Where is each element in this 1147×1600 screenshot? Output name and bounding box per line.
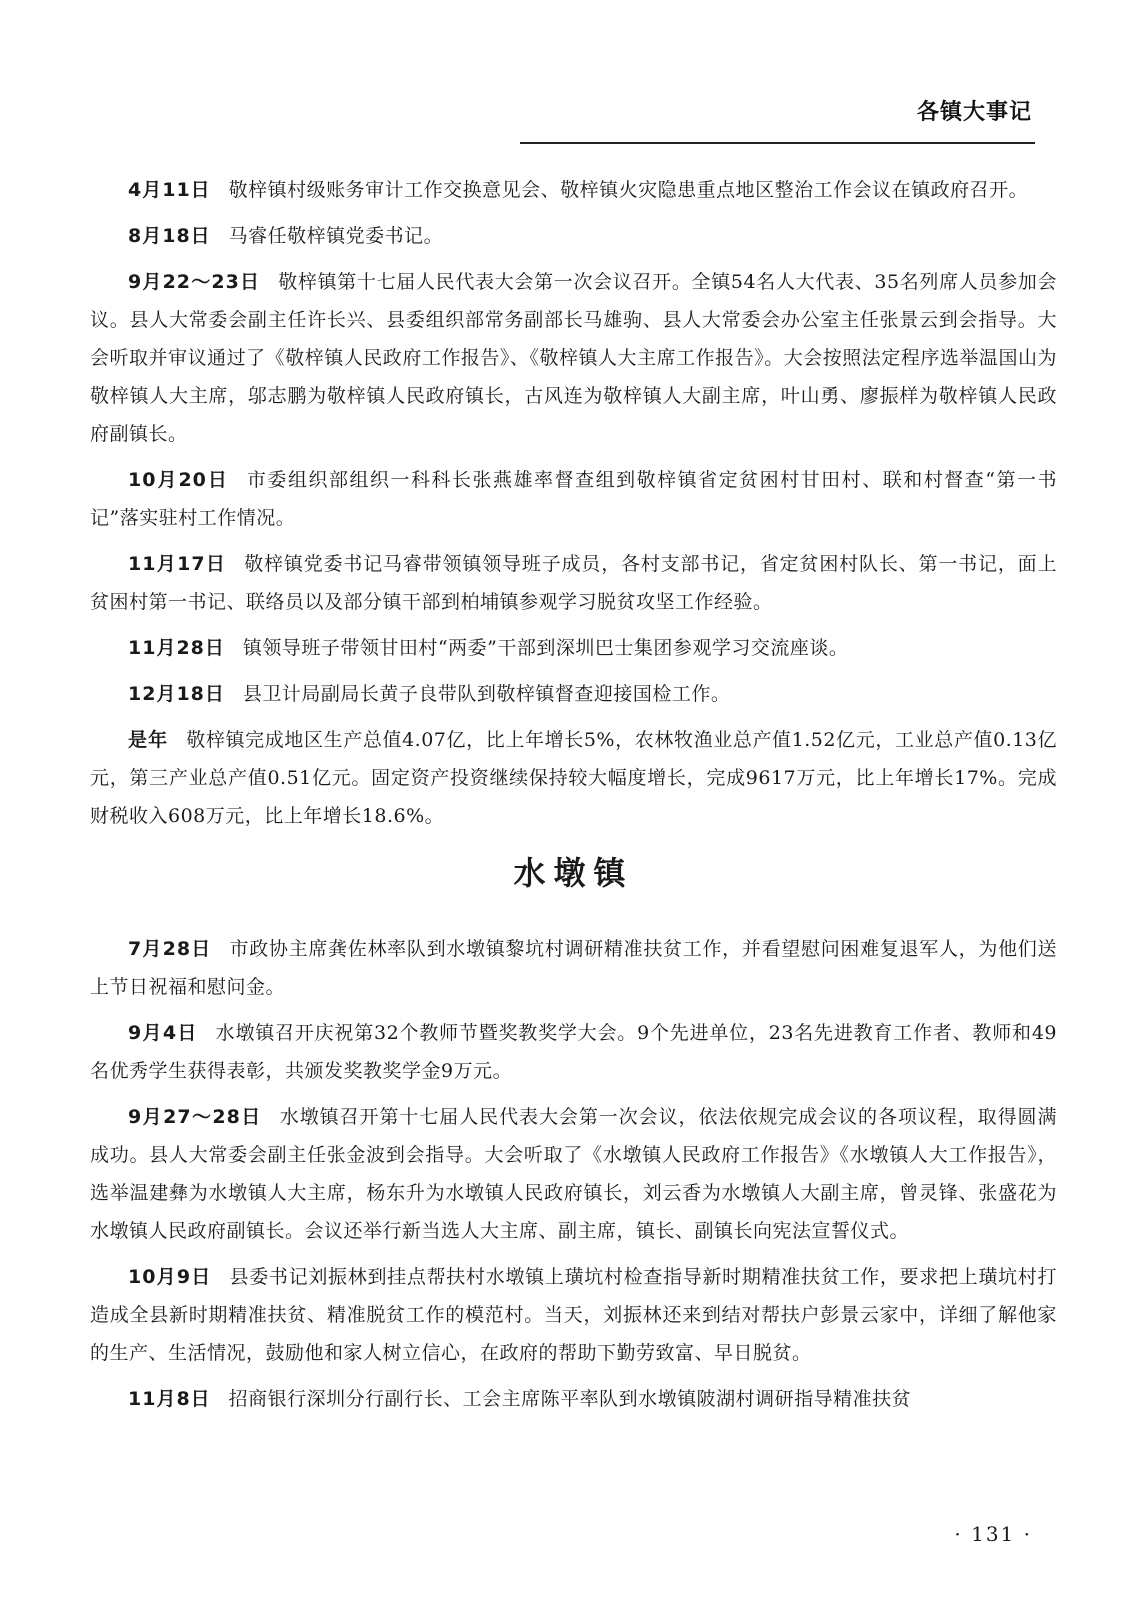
event-entry bbox=[90, 1014, 1057, 1090]
event-date: 11月8日 bbox=[128, 1388, 211, 1410]
event-text: 市政协主席龚佐林率队到水墩镇黎坑村调研精准扶贫工作，并看望慰问困难复退军人，为他们送上节日祝福和慰问金。 bbox=[90, 938, 1057, 998]
event-text: 县委书记刘振林到挂点帮扶村水墩镇上璜坑村检查指导新时期精准扶贫工作，要求把上璜坑村打造成全县新时期精准扶贫、精准脱贫工作的模范村。当天，刘振林还来到结对帮扶户彭景云家中，详细了解他家的生产、生活情况，鼓励他和家人树立信心，在政府的帮助下勤劳致富、早日脱贫。 bbox=[90, 1266, 1057, 1364]
event-text: 敬梓镇党委书记马睿带领镇领导班子成员，各村支部书记，省定贫困村队长、第一书记，面上贫困村第一书记、联络员以及部分镇干部到柏埔镇参观学习脱贫攻坚工作经验。 bbox=[90, 553, 1057, 613]
event-entry bbox=[90, 1258, 1057, 1372]
section-jingzi bbox=[90, 171, 1057, 843]
event-entry bbox=[90, 629, 1057, 667]
event-date: 11月17日 bbox=[128, 553, 227, 575]
event-entry bbox=[90, 263, 1057, 453]
event-text: 马睿任敬梓镇党委书记。 bbox=[228, 225, 444, 247]
event-date: 11月28日 bbox=[128, 637, 225, 659]
event-entry bbox=[90, 1380, 1057, 1418]
event-entry bbox=[90, 930, 1057, 1006]
event-date: 7月28日 bbox=[128, 938, 212, 960]
event-text: 镇领导班子带领甘田村“两委”干部到深圳巴士集团参观学习交流座谈。 bbox=[242, 637, 849, 659]
event-date: 是年 bbox=[128, 729, 169, 751]
event-text: 敬梓镇完成地区生产总值4.07亿，比上年增长5%，农林牧渔业总产值1.52亿元，工业总产值0.13亿元，第三产业总产值0.51亿元。固定资产投资继续保持较大幅度增长，完成9617万元，比上年增长17%。完成财税收入608万元，比上年增长18.6%。 bbox=[90, 729, 1057, 827]
section-title: 水墩镇 bbox=[513, 854, 634, 892]
event-entry bbox=[90, 171, 1057, 209]
event-date: 10月9日 bbox=[128, 1266, 212, 1288]
event-date: 9月4日 bbox=[128, 1022, 198, 1044]
event-date: 12月18日 bbox=[128, 683, 225, 705]
event-entry bbox=[90, 217, 1057, 255]
event-text: 水墩镇召开庆祝第32个教师节暨奖教奖学大会。9个先进单位，23名先进教育工作者、教师和49名优秀学生获得表彰，共颁发奖教奖学金9万元。 bbox=[90, 1022, 1057, 1082]
event-text: 县卫计局副局长黄子良带队到敬梓镇督查迎接国检工作。 bbox=[242, 683, 731, 705]
event-text: 敬梓镇村级账务审计工作交换意见会、敬梓镇火灾隐患重点地区整治工作会议在镇政府召开。 bbox=[228, 179, 1029, 201]
event-date: 8月18日 bbox=[128, 225, 211, 247]
event-entry bbox=[90, 675, 1057, 713]
event-text: 水墩镇召开第十七届人民代表大会第一次会议，依法依规完成会议的各项议程，取得圆满成功。县人大常委会副主任张金波到会指导。大会听取了《水墩镇人民政府工作报告》《水墩镇人大工作报告》，选举温建彝为水墩镇人大主席，杨东升为水墩镇人民政府镇长，刘云香为水墩镇人大副主席，曾灵锋、张盛花为水墩镇人民政府副镇长。会议还举行新当选人大主席、副主席，镇长、副镇长向宪法宣誓仪式。 bbox=[90, 1106, 1057, 1242]
event-date: 9月22～23日 bbox=[128, 271, 261, 293]
header-rule bbox=[520, 142, 1035, 144]
running-header: 各镇大事记 bbox=[916, 100, 1032, 125]
event-entry bbox=[90, 461, 1057, 537]
event-text: 招商银行深圳分行副行长、工会主席陈平率队到水墩镇陂湖村调研指导精准扶贫 bbox=[228, 1388, 912, 1410]
event-date: 9月27～28日 bbox=[128, 1106, 262, 1128]
year-summary-entry bbox=[90, 721, 1057, 835]
section-shuidun bbox=[90, 930, 1057, 1426]
event-entry bbox=[90, 1098, 1057, 1250]
page-number: · 131 · bbox=[954, 1522, 1032, 1546]
event-date: 10月20日 bbox=[128, 469, 229, 491]
event-entry bbox=[90, 545, 1057, 621]
event-date: 4月11日 bbox=[128, 179, 211, 201]
event-text: 敬梓镇第十七届人民代表大会第一次会议召开。全镇54名人大代表、35名列席人员参加会议。县人大常委会副主任许长兴、县委组织部常务副部长马雄驹、县人大常委会办公室主任张景云到会指导。大会听取并审议通过了《敬梓镇人民政府工作报告》、《敬梓镇人大主席工作报告》。大会按照法定程序选举温国山为敬梓镇人大主席，邬志鹏为敬梓镇人民政府镇长，古风连为敬梓镇人大副主席，叶山勇、廖振样为敬梓镇人民政府副镇长。 bbox=[90, 271, 1057, 445]
event-text: 市委组织部组织一科科长张燕雄率督查组到敬梓镇省定贫困村甘田村、联和村督查“第一书记”落实驻村工作情况。 bbox=[90, 469, 1057, 529]
